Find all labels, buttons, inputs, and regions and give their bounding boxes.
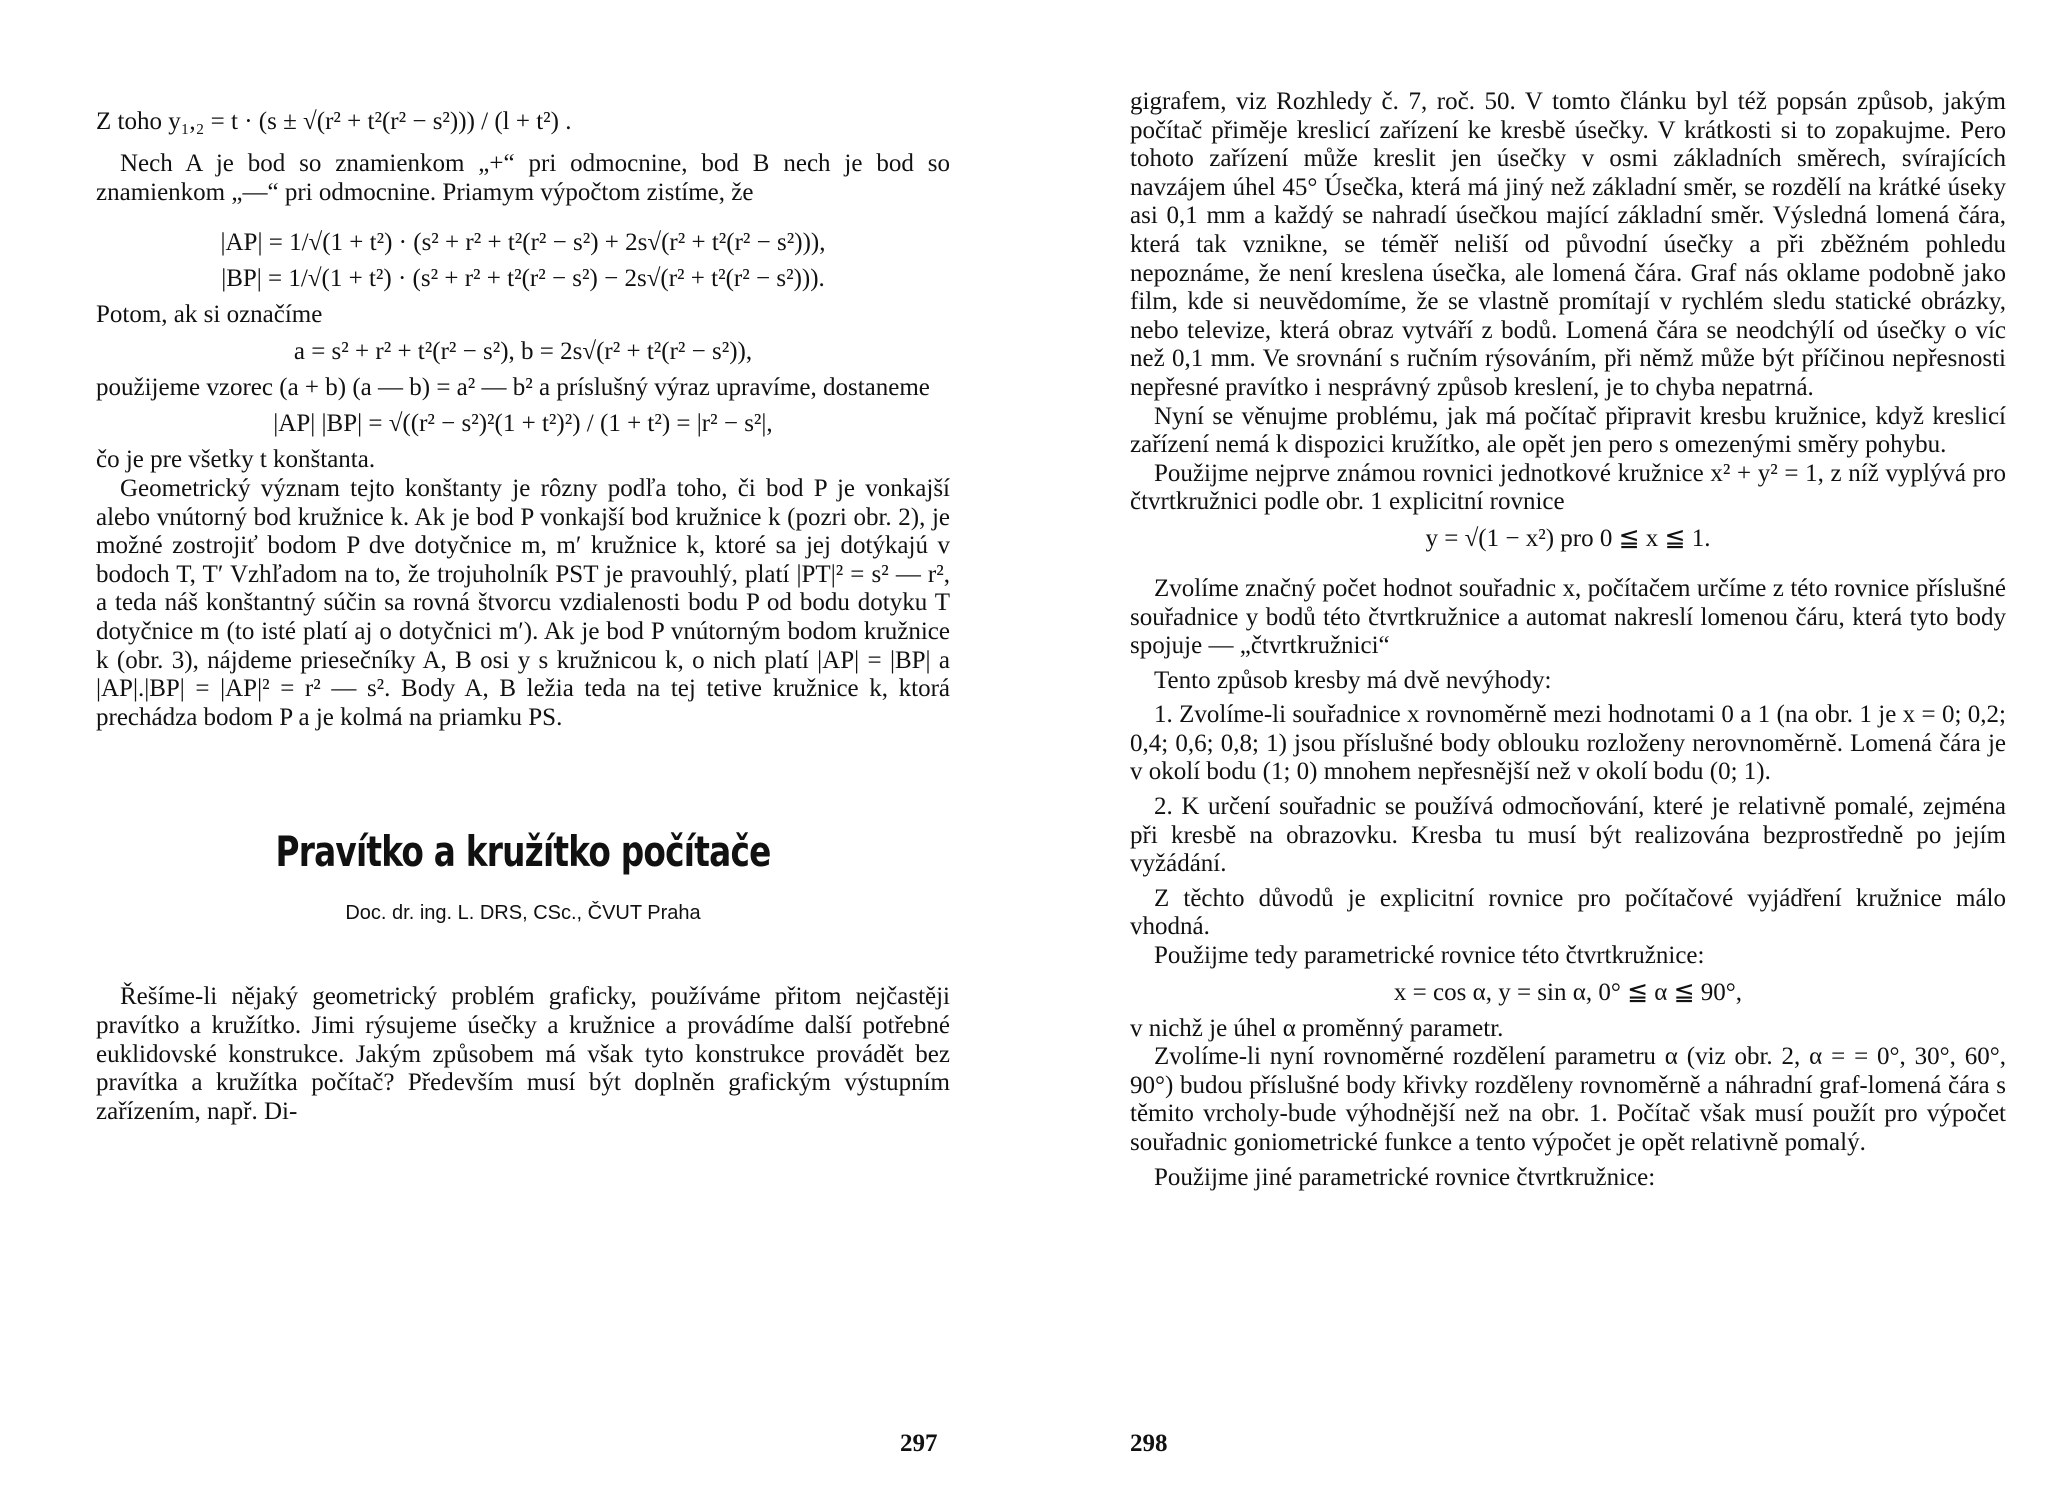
paragraph: Použijme jiné parametrické rovnice čtvrtkružnice:: [1154, 1163, 1656, 1191]
paragraph: Použijme nejprve známou rovnici jednotkové kružnice x² + y² = 1, z níž vyplývá pro čtvrtkružnici podle obr. 1 explicitní rovnice: [1130, 459, 2006, 516]
paragraph: Geometrický význam tejto konštanty je rôzny podľa toho, či bod P je vonkajší alebo vnútorný bod kružnice k. Ak je bod P vonkajší bod kružnice k (pozri obr. 2), je možné zostrojiť bodom P dve dotyčnice m, m′ kružnice k, ktoré sa jej dotýkajú v bodoch T, T′ Vzhľadom na to, že trojuholník PST je pravouhlý, platí |PT|² = s² — r², a teda náš konštantný súčin sa rovná štvorcu vzdialenosti bodu P od bodu dotyku T dotyčnice m (to isté platí aj o dotyčnici m′). Ak je bod P vnútorným bodom kružnice k (obr. 3), nájdeme priesečníky A, B osi y s kružnicou k, o nich platí |AP| = |BP| a |AP|.|BP| = |AP|² = r² — s². Body A, B ležia teda na tej tetive kružnice k, ktorá prechádza bodom P a je kolmá na priamku PS.: [96, 474, 950, 731]
right-page: [1030, 0, 2060, 1500]
right-text-column: [1130, 88, 2006, 1192]
page-number: 297: [900, 1430, 938, 1457]
article-title: Pravítko a kružítko počítače: [275, 827, 771, 877]
equation-ap: |AP| = 1/√(1 + t²) · (s² + r² + t²(r² − s²) + 2s√(r² + t²(r² − s²))),: [220, 229, 826, 257]
paragraph: Tento způsob kresby má dvě nevýhody:: [1154, 666, 1552, 694]
paragraph: v nichž je úhel α proměnný parametr.: [1130, 1014, 1504, 1042]
paragraph: 2. K určení souřadnic se používá odmocňování, které je relativně pomalé, zejména při kresbě na obrazovku. Kresba tu musí být realizována bezprostředně po jejím vyžádání.: [1130, 793, 2006, 878]
equation-bp: |BP| = 1/√(1 + t²) · (s² + r² + t²(r² − s²) − 2s√(r² + t²(r² − s²))).: [221, 265, 825, 293]
paragraph: Nech A je bod so znamienkom „+“ pri odmocnine, bod B nech je bod so znamienkom „—“ pri odmocnine. Priamym výpočtom zistíme, že: [96, 150, 950, 206]
left-text-column: [96, 100, 950, 1126]
paragraph: Potom, ak si označíme: [96, 301, 323, 329]
equation-explicit: y = √(1 − x²) pro 0 ≦ x ≦ 1.: [1425, 524, 1711, 552]
paragraph: Použijme tedy parametrické rovnice této čtvrtkružnice:: [1154, 942, 1705, 970]
paragraph: použijeme vzorec (a + b) (a — b) = a² — b² a príslušný výraz upravíme, dostaneme: [96, 373, 930, 401]
equation-product: |AP| |BP| = √((r² − s²)²(1 + t²)²) / (1 + t²) = |r² − s²|,: [273, 410, 773, 438]
paragraph: gigrafem, viz Rozhledy č. 7, roč. 50. V tomto článku byl též popsán způsob, jakým počítač přiměje kreslicí zařízení ke kresbě úsečky. V krátkosti si to zopakujme. Pero tohoto zařízení může kreslit jen úsečky v osmi základních směrech, svírajících navzájem úhel 45° Úsečka, která má jiný než základní směr, se rozdělí na krátké úseky asi 0,1 mm a každý se nahradí úsečkou mající základní směr. Výsledná lomená čára, která tak vznikne, se téměř neliší od původní úsečky a při zběžném pohledu nepoznáme, že není kreslena úsečka, ale lomená čára. Graf nás oklame podobně jako film, kde si neuvědomíme, že se vlastně promítají v rychlém sledu statické obrázky, nebo televize, která obraz vytváří z bodů. Lomená čára se neodchýlí od úsečky o víc než 0,1 mm. Ve srovnání s ručním rýsováním, při němž může být příčinou nepřesnosti nepřesné pravítko i nesprávný způsob kreslení, je to chyba nepatrná.: [1130, 88, 2006, 401]
equation-parametric: x = cos α, y = sin α, 0° ≦ α ≦ 90°,: [1393, 978, 1743, 1006]
paragraph: Z těchto důvodů je explicitní rovnice pro počítačové vyjádření kružnice málo vhodná.: [1130, 884, 2006, 941]
paragraph: Zvolíme-li nyní rovnoměrné rozdělení parametru α (viz obr. 2, α = = 0°, 30°, 60°, 90°) budou příslušné body křivky rozděleny rovnoměrně a náhradní graf-lomená čára s těmito vrcholy-bude výhodnější než na obr. 1. Počítač však musí použít pro výpočet souřadnic goniometrické funkce a tento výpočet je opět relativně pomalý.: [1130, 1043, 2006, 1156]
paragraph: 1. Zvolíme-li souřadnice x rovnoměrně mezi hodnotami 0 a 1 (na obr. 1 je x = 0; 0,2; 0,4; 0,6; 0,8; 1) jsou příslušné body oblouku rozloženy nerovnoměrně. Lomená čára je v okolí bodu (1; 0) mnohem nepřesnější než v okolí bodu (0; 1).: [1130, 701, 2006, 786]
equation-ab: a = s² + r² + t²(r² − s²), b = 2s√(r² + t²(r² − s²)),: [293, 337, 753, 365]
article-author: Doc. dr. ing. L. DRS, CSc., ČVUT Praha: [345, 902, 701, 925]
equation-y12: Z toho y₁,₂ = t · (s ± √(r² + t²(r² − s²))) / (l + t²) .: [96, 108, 572, 135]
paragraph: Nyní se věnujme problému, jak má počítač připravit kresbu kružnice, když kreslicí zařízení nemá k dispozici kružítko, ale opět jen pero s omezenými směry pohybu.: [1130, 402, 2006, 459]
paragraph: Řešíme-li nějaký geometrický problém graficky, používáme přitom nejčastěji pravítko a kružítko. Jimi rýsujeme úsečky a kružnice a provádíme další potřebné euklidovské konstrukce. Jakým způsobem má však tyto konstrukce provádět bez pravítka a kružítka počítač? Především musí být doplněn grafickým výstupním zařízením, např. Di-: [96, 983, 950, 1125]
paragraph: čo je pre všetky t konštanta.: [96, 446, 376, 474]
paragraph: Zvolíme značný počet hodnot souřadnic x, počítačem určíme z této rovnice příslušné souřadnice y bodů této čtvrtkružnice a automat nakreslí lomenou čáru, která tyto body spojuje — „čtvrtkružnici“: [1130, 574, 2006, 660]
page-number: 298: [1130, 1430, 1168, 1457]
